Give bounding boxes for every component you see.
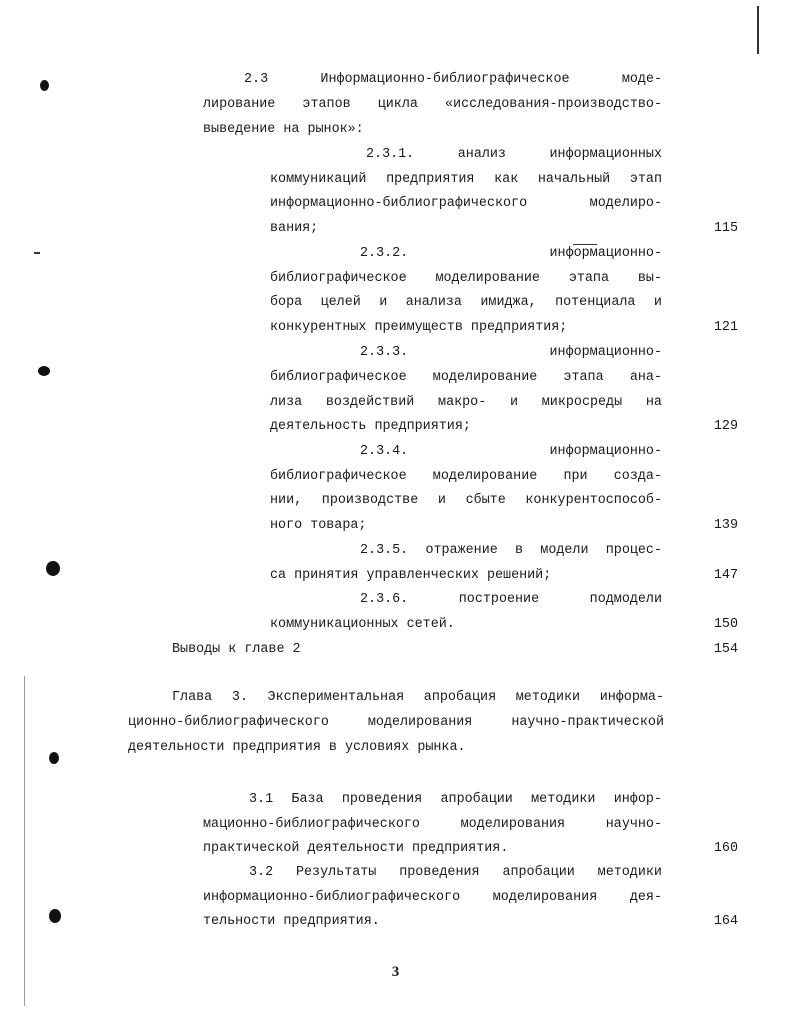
scan-speck <box>34 252 40 254</box>
scan-edge-line <box>24 676 25 1006</box>
toc-entry-line: 2.3.1. анализ информационных <box>366 147 662 162</box>
toc-entry-line: 2.3 Информационно-библиографическое моде- <box>244 72 662 87</box>
toc-entry-line: Выводы к главе 2 <box>172 642 301 657</box>
toc-entry-line: выведение на рынок»: <box>203 122 364 137</box>
toc-page-number: 129 <box>713 419 738 434</box>
punch-hole-mark <box>38 366 50 376</box>
toc-entry-line: ционно-библиографического моделирования научно-практической <box>128 715 664 730</box>
toc-entry-line: деятельность предприятия; <box>270 419 471 434</box>
punch-hole-mark <box>49 752 59 764</box>
toc-entry-line: библиографическое моделирование при созда- <box>270 469 662 484</box>
toc-entry-line: 3.2 Результаты проведения апробации методики <box>249 865 662 880</box>
page-number: 3 <box>391 964 400 980</box>
toc-entry-line: Глава 3. Экспериментальная апробация методики информа- <box>172 690 664 705</box>
toc-entry-line: 3.1 База проведения апробации методики инфор- <box>249 792 662 807</box>
toc-entry-line: информационно-библиографического моделирования дея- <box>203 890 662 905</box>
toc-page-number: 154 <box>713 642 738 657</box>
toc-page-number: 115 <box>713 221 738 236</box>
toc-page-number: 147 <box>713 568 738 583</box>
toc-entry-line: вания; <box>270 221 319 236</box>
toc-entry-line: са принятия управленческих решений; <box>270 568 552 583</box>
toc-entry-line: практической деятельности предприятия. <box>203 841 509 856</box>
scan-edge-line <box>757 6 759 54</box>
toc-entry-line: информационно-библиографического моделиро- <box>270 196 662 211</box>
toc-page-number: 139 <box>713 518 738 533</box>
toc-entry-line: 2.3.4. информационно- <box>360 444 662 459</box>
toc-entry-line: коммуникационных сетей. <box>270 617 455 632</box>
toc-entry-line: 2.3.3. информационно- <box>360 345 662 360</box>
toc-entry-line: библиографическое моделирование этапа ана- <box>270 370 662 385</box>
punch-hole-mark <box>40 80 49 91</box>
toc-entry-line: 2.3.5. отражение в модели процес- <box>360 543 662 558</box>
toc-entry-line: мационно-библиографического моделирования научно- <box>203 817 662 832</box>
handwritten-stroke <box>573 244 597 245</box>
toc-page-number: 160 <box>713 841 738 856</box>
toc-entry-line: деятельности предприятия в условиях рынка. <box>128 740 466 755</box>
punch-hole-mark <box>46 561 60 576</box>
punch-hole-mark <box>49 909 61 923</box>
toc-page-number: 150 <box>713 617 738 632</box>
toc-entry-line: ного товара; <box>270 518 367 533</box>
toc-entry-line: коммуникаций предприятия как начальный этап <box>270 172 662 187</box>
toc-page-number: 121 <box>713 320 738 335</box>
toc-entry-line: тельности предприятия. <box>203 914 380 929</box>
toc-entry-line: библиографическое моделирование этапа вы- <box>270 271 662 286</box>
toc-entry-line: лирование этапов цикла «исследования-производство- <box>203 97 662 112</box>
toc-entry-line: конкурентных преимуществ предприятия; <box>270 320 568 335</box>
toc-entry-line: лиза воздействий макро- и микросреды на <box>270 395 662 410</box>
toc-page-number: 164 <box>713 914 738 929</box>
toc-entry-line: нии, производстве и сбыте конкурентоспособ- <box>270 493 662 508</box>
toc-entry-line: 2.3.2. информационно- <box>360 246 662 261</box>
toc-entry-line: 2.3.6. построение подмодели <box>360 592 662 607</box>
toc-entry-line: бора целей и анализа имиджа, потенциала и <box>270 295 662 310</box>
